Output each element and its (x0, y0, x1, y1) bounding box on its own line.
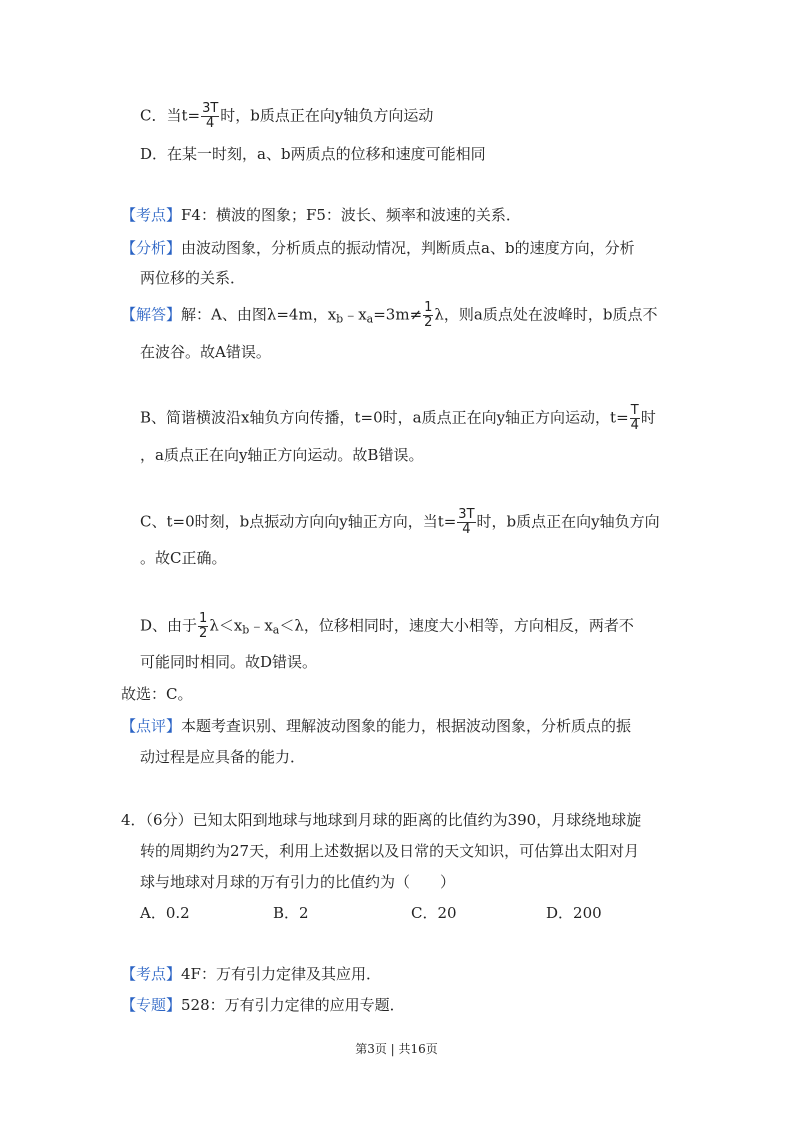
kaodian-section-2: 【考点】4F：万有引力定律及其应用． (121, 965, 381, 983)
q4-option-d: D．200 (546, 904, 602, 922)
fraction: $\frac{T}{4}$ (630, 403, 639, 433)
zhuanti-tag: 【专题】 (121, 996, 182, 1014)
q4-option-b: B．2 (273, 904, 309, 922)
dianping-tag: 【点评】 (121, 717, 182, 735)
fenxi-section: 【分析】由波动图象，分析质点的振动情况，判断质点a、b的速度方向，分析 (121, 239, 635, 257)
fraction: $\frac{3T}{4}$ (202, 101, 219, 131)
zhuanti-section: 【专题】528：万有引力定律的应用专题． (121, 996, 405, 1014)
page-footer: 第3页 | 共16页 (355, 1042, 438, 1056)
kaodian-section: 【考点】F4：横波的图象；F5：波长、频率和波速的关系． (121, 206, 521, 224)
dianping-line2: 动过程是应具备的能力． (140, 748, 306, 766)
fenxi-line2: 两位移的关系． (140, 269, 246, 287)
jieda-d: D、由于 $\frac{1}{2}$ $\lambda<x_b﹣x_a<\lambda$，位移相同时，速度大小相等，方向相反，两者不 (140, 611, 634, 641)
jieda-a-line2: 在波谷。故A错误。 (140, 343, 271, 361)
q3-option-d: D．在某一时刻，a、b两质点的位移和速度可能相同 (140, 145, 486, 163)
q3-option-c: C．当t= $\frac{3T}{4}$ 时，b质点正在向y轴负方向运动 (140, 101, 434, 131)
fenxi-tag: 【分析】 (121, 239, 182, 257)
jieda-b-line2: ，a质点正在向y轴正方向运动。故B错误。 (140, 446, 424, 464)
fraction: $\frac{3T}{4}$ (458, 507, 475, 537)
kaodian-tag: 【考点】 (121, 965, 182, 983)
jieda-c-line2: 。故C正确。 (140, 549, 227, 567)
q4-option-c: C．20 (411, 904, 457, 922)
q4-stem-line1: 4．（6分）已知太阳到地球与地球到月球的距离的比值约为390，月球绕地球旋 (121, 811, 642, 829)
dianping-section: 【点评】本题考查识别、理解波动图象的能力，根据波动图象，分析质点的振 (121, 717, 632, 735)
jieda-a: 【解答】解：A、由图λ=4m，$x_b﹣x_a=3m\ne$ $\frac{1}{2}$ λ，则a质点处在波峰时，b质点不 (121, 300, 658, 330)
q4-stem-line2: 转的周期约为27天，利用上述数据以及日常的天文知识，可估算出太阳对月 (140, 842, 640, 860)
jieda-c: C、t=0时刻，b点振动方向向y轴正方向，当t= $\frac{3T}{4}$ 时，b质点正在向y轴负方向 (140, 507, 660, 537)
answer-line: 故选：C。 (121, 685, 193, 703)
kaodian-tag: 【考点】 (121, 206, 182, 224)
jieda-d-line2: 可能同时相同。故D错误。 (140, 653, 318, 671)
jieda-b: B、简谐横波沿x轴负方向传播，t=0时，a质点正在向y轴正方向运动，t= $\frac{T}{4}$ 时 (140, 403, 656, 433)
q4-option-a: A．0.2 (140, 904, 190, 922)
q4-stem-line3: 球与地球对月球的万有引力的比值约为（ ） (140, 873, 456, 891)
fraction: $\frac{1}{2}$ (424, 300, 433, 330)
fraction: $\frac{1}{2}$ (199, 611, 208, 641)
jieda-tag: 【解答】 (121, 305, 182, 324)
